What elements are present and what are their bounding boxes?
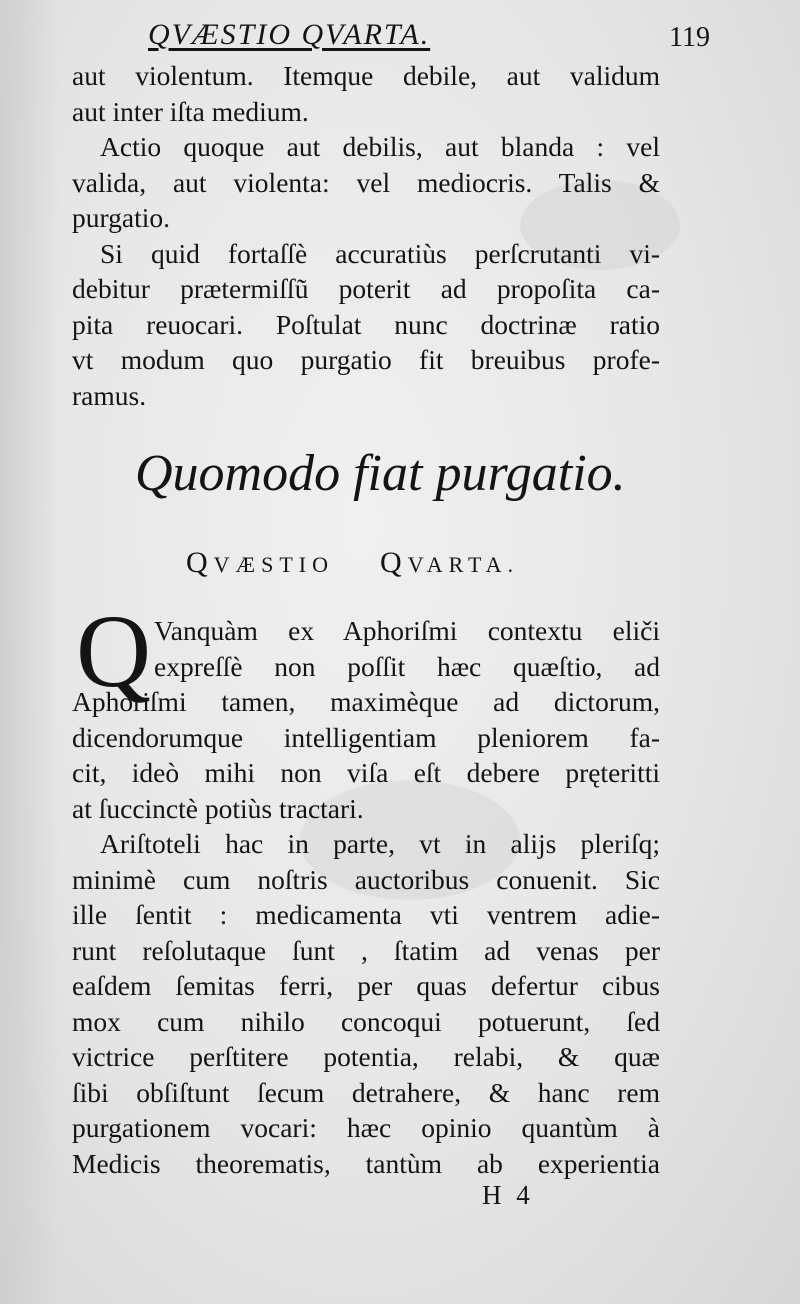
text-line: purgatio. xyxy=(72,202,171,233)
signature-mark: H 4 xyxy=(482,1180,534,1210)
question-label-word: VÆSTIO xyxy=(213,552,335,577)
text-line: expreſſè non poſſit hæc quæſtio, ad xyxy=(154,650,660,682)
text-line: purgationem vocari: hæc opinio quantùm à xyxy=(72,1112,660,1143)
page-number: 119 xyxy=(669,22,710,53)
text-line: cit, ideò mihi non viſa eſt debere pręteritti xyxy=(72,757,660,788)
intro-text xyxy=(72,58,660,413)
text-line: runt reſolutaque ſunt , ſtatim ad venas per xyxy=(72,934,660,966)
text-line: Vanquàm ex Aphoriſmi contextu eliči xyxy=(154,615,660,646)
question-label-cap: Q xyxy=(186,546,214,579)
text-line: Actio quoque aut debilis, aut blanda : vel xyxy=(100,131,660,162)
text-line: ſibi obſiſtunt ſecum detrahere, & hanc rem xyxy=(72,1076,660,1108)
drop-cap: Q xyxy=(76,594,152,709)
text-line: Medicis theorematis, tantùm ab experientia xyxy=(72,1147,660,1179)
text-line: pita reuocari. Poſtulat nunc doctrinæ ratio xyxy=(72,308,660,340)
question-label-cap: Q xyxy=(380,546,408,579)
text-line: Ariſtoteli hac in parte, vt in aliјs pleriſq; xyxy=(100,828,660,859)
text-line: Aphoriſmi tamen, maximèque ad dictorum, xyxy=(72,686,660,717)
text-line: valida, aut violenta: vel mediocris. Talis & xyxy=(72,166,660,198)
intro-paragraph-2 xyxy=(72,129,660,236)
intro-paragraph-3 xyxy=(72,236,660,414)
text-line: Si quid fortaſſè accuratiùs perſcrutanti vi- xyxy=(100,237,660,269)
text-line: minimè cum noſtris auctoribus conuenit. Sic xyxy=(72,863,660,895)
text-line: aut violentum. Itemque debile, aut validum xyxy=(72,60,660,91)
text-line: aut inter iſta medium. xyxy=(72,95,309,127)
intro-paragraph-1 xyxy=(72,58,660,129)
running-head xyxy=(148,18,710,58)
text-line: ramus. xyxy=(72,379,147,411)
section-title: Quomodo fiat purgatio. xyxy=(135,445,626,502)
running-head-title: QVÆSTIO QVARTA. xyxy=(148,18,431,51)
main-paragraph xyxy=(72,613,660,826)
text-line: dicendorumque intelligentiam pleniorem fa- xyxy=(72,721,660,753)
text-line: at ſuccinctè potiùs tractari. xyxy=(72,792,364,824)
text-line: eaſdem ſemitas ferri, per quas defertur cibus xyxy=(72,970,660,1001)
text-line: mox cum nihilo concoqui potuerunt, ſed xyxy=(72,1005,660,1037)
question-label-word: VARTA. xyxy=(407,552,520,577)
question-label xyxy=(186,546,566,580)
text-line: debitur prætermiſſũ poterit ad propoſita ca- xyxy=(72,273,660,304)
second-paragraph xyxy=(72,826,660,1181)
text-line: ille ſentit : medicamenta vti ventrem adie- xyxy=(72,899,660,930)
text-line: victrice perſtitere potentia, relabi, & quæ xyxy=(72,1041,660,1072)
text-line: vt modum quo purgatio fit breuibus profe- xyxy=(72,344,660,375)
page-shadow xyxy=(0,0,60,1304)
